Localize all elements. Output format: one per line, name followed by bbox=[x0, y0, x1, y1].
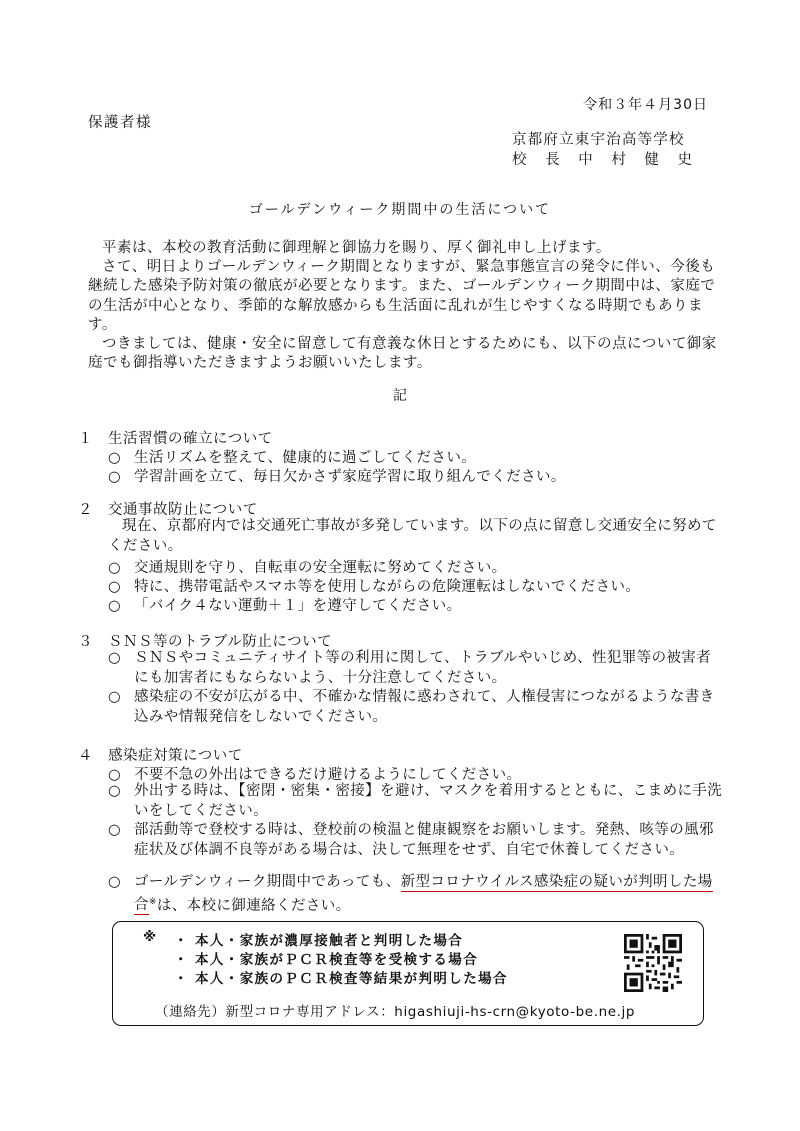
section-number: １ bbox=[78, 431, 93, 447]
list-item-text: 感染症の不安が広がる中、不確かな情報に惑わされて、人権侵害につながるような書き込みや情報発信をしないでください。 bbox=[134, 689, 715, 725]
intro-paragraph: 平素は、本校の教育活動に御理解と御協力を賜り、厚く御礼申し上げます。 bbox=[102, 240, 611, 256]
circle-bullet-icon: ○ bbox=[108, 450, 122, 466]
section-heading-2 bbox=[78, 498, 258, 519]
list-item-text: 特に、携帯電話やスマホ等を使用しながらの危険運転はしないでください。 bbox=[134, 579, 641, 595]
list-item bbox=[108, 594, 462, 615]
section-heading-4 bbox=[78, 744, 243, 765]
list-item bbox=[108, 763, 521, 784]
note-line: ・ 本人・家族がＰＣＲ検査等を受検する場合 bbox=[174, 952, 479, 968]
qr-code-icon[interactable] bbox=[624, 934, 682, 992]
intro-text bbox=[88, 239, 730, 373]
circle-bullet-icon: ○ bbox=[108, 874, 122, 890]
principal-name: 校 長 中 村 健 史 bbox=[512, 152, 697, 168]
recipient: 保護者様 bbox=[88, 115, 152, 131]
circle-bullet-icon: ○ bbox=[108, 689, 122, 705]
list-item bbox=[108, 446, 476, 467]
list-item-text: 生活リズムを整えて、健康的に過ごしてください。 bbox=[134, 450, 477, 466]
note-line: ・ 本人・家族が濃厚接触者と判明した場合 bbox=[174, 933, 464, 949]
section-heading-3 bbox=[78, 630, 332, 651]
list-item bbox=[108, 575, 640, 596]
section-title: 交通事故防止について bbox=[108, 502, 258, 518]
list-item bbox=[108, 649, 726, 688]
list-item-text: 交通規則を守り、自転車の安全運転に努めてください。 bbox=[134, 560, 507, 576]
school-name: 京都府立東宇治高等学校 bbox=[512, 132, 685, 148]
document-title: ゴールデンウィーク期間中の生活について bbox=[248, 202, 552, 218]
list-item bbox=[108, 782, 726, 821]
contact-email[interactable]: （連絡先）新型コロナ専用アドレス：higashiuji-hs-crn@kyoto-be.ne.jp bbox=[155, 1004, 636, 1020]
note-mark: ※ bbox=[148, 896, 157, 907]
list-item-text: 部活動等で登校する時は、登校前の検温と健康観察をお願いします。発熱、咳等の風邪症状及び体調不良等がある場合は、決して無理をせず、自宅で休養してください。 bbox=[134, 822, 714, 858]
list-item-text: は、本校に御連絡ください。 bbox=[156, 897, 351, 914]
note-line: ・ 本人・家族のＰＣＲ検査等結果が判明した場合 bbox=[174, 971, 508, 987]
list-item-text: ＳＮＳやコミュニティサイト等の利用に関して、トラブルやいじめ、性犯罪等の被害者にも加害者にもならないよう、十分注意してください。 bbox=[134, 650, 712, 686]
note-mark: ※ bbox=[143, 929, 158, 945]
document-date: 令和３年４月30日 bbox=[583, 97, 708, 113]
list-item bbox=[108, 821, 726, 860]
ki-marker: 記 bbox=[393, 388, 407, 404]
circle-bullet-icon: ○ bbox=[108, 783, 122, 799]
underlined-text: 新型コロナウイルス感染症の疑いが判明した場合 bbox=[134, 874, 713, 914]
section-number: ３ bbox=[78, 634, 93, 650]
intro-paragraph: さて、明日よりゴールデンウィーク期間となりますが、緊急事態宣言の発令に伴い、今後も継続した感染予防対策の徹底が必要となります。また、ゴールデンウィーク期間中は、家庭での生活が中心となり、季節的な解放感からも生活面に乱れが生じやすくなる時期でもあります。 bbox=[88, 259, 716, 333]
section-heading-1 bbox=[78, 427, 273, 448]
section-title: ＳＮＳ等のトラブル防止について bbox=[108, 634, 333, 650]
list-item-text: ゴールデンウィーク期間中であっても、 bbox=[134, 874, 401, 890]
section-title: 感染症対策について bbox=[108, 748, 243, 764]
circle-bullet-icon: ○ bbox=[108, 598, 122, 614]
list-item-text: 不要不急の外出はできるだけ避けるようにしてください。 bbox=[134, 767, 522, 783]
section-lead: 現在、京都府内では交通死亡事故が多発しています。以下の点に留意し交通安全に努めてください。 bbox=[108, 518, 717, 554]
list-item bbox=[108, 688, 726, 727]
section-number: ２ bbox=[78, 502, 93, 518]
section-number: ４ bbox=[78, 748, 93, 764]
list-item bbox=[108, 465, 566, 486]
list-item bbox=[108, 873, 726, 916]
list-item-text: 学習計画を立て、毎日欠かさず家庭学習に取り組んでください。 bbox=[134, 469, 566, 485]
list-item-text: 外出する時は、【密閉・密集・密接】を避け、マスクを着用するとともに、こまめに手洗いをしてください。 bbox=[134, 783, 723, 819]
circle-bullet-icon: ○ bbox=[108, 767, 122, 783]
circle-bullet-icon: ○ bbox=[108, 579, 122, 595]
section-title: 生活習慣の確立について bbox=[108, 431, 273, 447]
circle-bullet-icon: ○ bbox=[108, 560, 122, 576]
circle-bullet-icon: ○ bbox=[108, 469, 122, 485]
list-item-text: 「バイク４ない運動＋１」を遵守してください。 bbox=[134, 598, 462, 614]
list-item bbox=[108, 556, 507, 577]
circle-bullet-icon: ○ bbox=[108, 650, 122, 666]
intro-paragraph: つきましては、健康・安全に留意して有意義な休日とするためにも、以下の点について御家庭でも御指導いただきますようお願いいたします。 bbox=[88, 336, 717, 372]
circle-bullet-icon: ○ bbox=[108, 822, 122, 838]
